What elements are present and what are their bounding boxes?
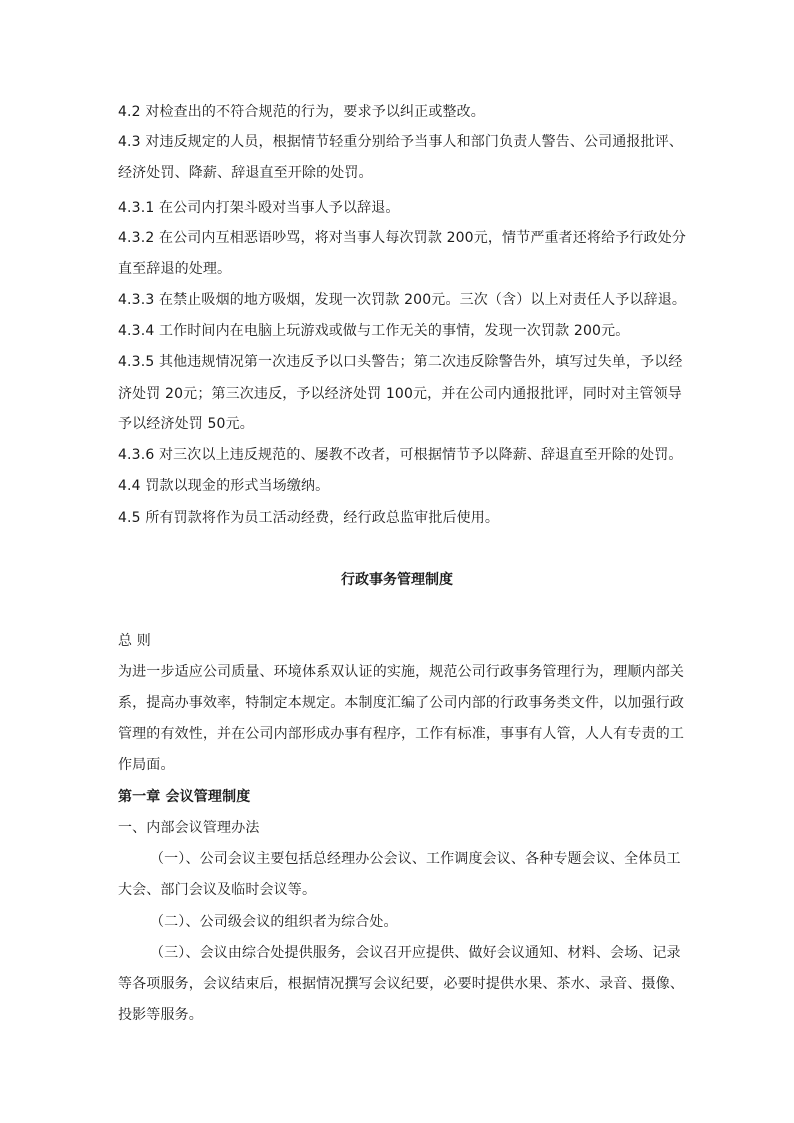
paragraph-line: 4.3.3 在禁止吸烟的地方吸烟，发现一次罚款 200元。三次（含）以上对责任人予以辞退。	[118, 292, 686, 308]
paragraph-line: 4.2 对检查出的不符合规范的行为，要求予以纠正或整改。	[118, 104, 485, 120]
item-line: （一）、公司会议主要包括总经理办公会议、工作调度会议、各种专题会议、全体员工	[150, 851, 681, 867]
item-line: 投影等服务。	[118, 1007, 203, 1023]
paragraph-line: 经济处罚、降薪、辞退直至开除的处罚。	[118, 165, 373, 181]
paragraph-line: 4.3.4 工作时间内在电脑上玩游戏或做与工作无关的事情，发现一次罚款 200元。	[118, 323, 630, 339]
paragraph-line: 济处罚 20元；第三次违反，予以经济处罚 100元，并在公司内通报批评，同时对主管领导	[118, 386, 682, 402]
item-line: 等各项服务，会议结束后，根据情况撰写会议纪要，必要时提供水果、茶水、录音、摄像、	[118, 976, 684, 992]
paragraph-line: 4.5 所有罚款将作为员工活动经费，经行政总监审批后使用。	[118, 510, 500, 526]
paragraph-line: 予以经济处罚 50元。	[118, 416, 254, 432]
item-line: （二）、公司级会议的组织者为综合处。	[150, 914, 398, 930]
item-line: 大会、部门会议及临时会议等。	[118, 882, 317, 898]
paragraph-line: 4.3.2 在公司内互相恶语吵骂，将对当事人每次罚款 200元，情节严重者还将给予行政处分	[118, 230, 686, 246]
section-title: 行政事务管理制度	[341, 572, 453, 588]
subsection-title: 一、内部会议管理办法	[118, 820, 260, 836]
general-heading: 总 则	[118, 633, 151, 649]
general-line: 为进一步适应公司质量、环境体系双认证的实施，规范公司行政事务管理行为，理顺内部关	[118, 664, 684, 680]
paragraph-line: 4.3.5 其他违规情况第一次违反予以口头警告；第二次违反除警告外，填写过失单，予以经	[118, 354, 683, 370]
chapter-title: 第一章 会议管理制度	[118, 789, 251, 805]
paragraph-line: 4.3 对违反规定的人员，根据情节轻重分别给予当事人和部门负责人警告、公司通报批评、	[118, 134, 684, 150]
general-line: 管理的有效性，并在公司内部形成办事有程序，工作有标准，事事有人管，人人有专责的工	[118, 726, 684, 742]
item-line: （三）、会议由综合处提供服务，会议召开应提供、做好会议通知、材料、会场、记录	[150, 945, 681, 961]
paragraph-line: 4.3.1 在公司内打架斗殴对当事人予以辞退。	[118, 200, 400, 216]
paragraph-line: 直至辞退的处理。	[118, 261, 232, 277]
general-line: 作局面。	[118, 757, 175, 773]
paragraph-line: 4.3.6 对三次以上违反规范的、屡教不改者，可根据情节予以降薪、辞退直至开除的处罚。	[118, 447, 683, 463]
general-line: 系，提高办事效率，特制定本规定。本制度汇编了公司内部的行政事务类文件，以加强行政	[118, 695, 684, 711]
paragraph-line: 4.4 罚款以现金的形式当场缴纳。	[118, 478, 330, 494]
